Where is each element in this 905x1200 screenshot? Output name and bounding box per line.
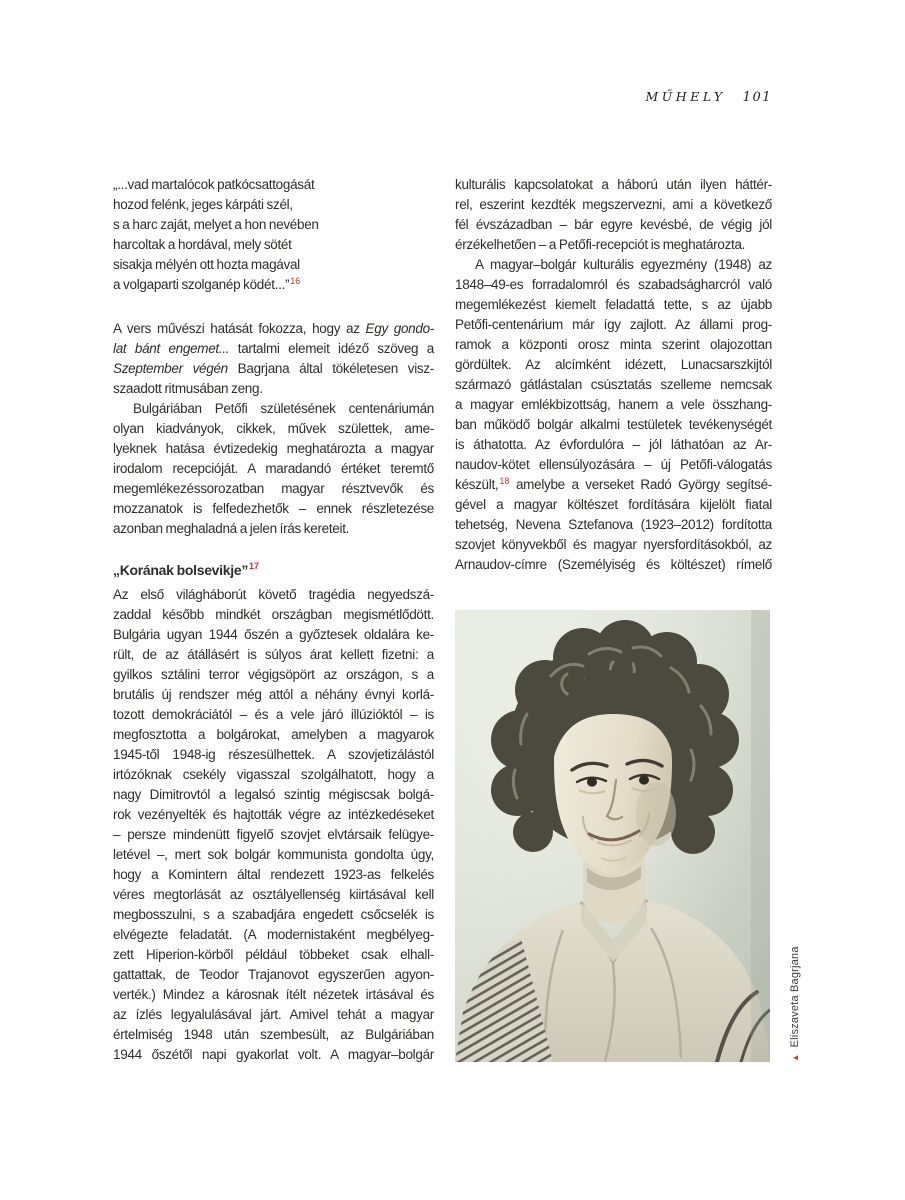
text-line: tozott demokráciától – és a vele járó illúzióktól – is	[113, 707, 434, 722]
portrait-photo	[455, 610, 801, 1062]
text-line: is áthatotta. Az évfordulóra – jól láthatóan az Ar-	[455, 437, 772, 452]
text-line: sisakja mélyén ott hozta magával	[113, 257, 300, 272]
text-line: naudov-kötet ellensúlyozására – új Petőfi-válogatás	[455, 457, 772, 472]
text-line: Szeptember végén Bagrjana által tökéletesen visz-	[113, 361, 434, 376]
caption-triangle-icon: ▲	[790, 1053, 800, 1062]
text-line: – persze mindenütt figyelő szovjet elvtársaik felügye-	[113, 827, 434, 842]
text-line: nagy Dimitrovtól a legalsó szintig mégiscsak bolgá-	[113, 787, 434, 802]
text-line: megbosszulni, s a szabadjára engedett csőcselék is	[113, 907, 434, 922]
text-line: letével –, mert sok bolgár kommunista gondolta úgy,	[113, 847, 434, 862]
text-line: készült,$^{18}$ amelybe a verseket Radó György segítsé-	[455, 475, 772, 492]
text-line: lat bánt engemet... tartalmi elemeit idéző szöveg a	[113, 341, 434, 356]
text-line: gével a magyar költészet fordítására kijelölt fiatal	[455, 497, 772, 512]
text-line: „...vad martalócok patkócsattogását	[113, 177, 315, 192]
text-line: irodalom recepcióját. A maradandó értéket teremtő	[113, 461, 434, 476]
journal-section-title: MŰHELY	[645, 89, 726, 104]
text-line: mozzanatok is felfedezhetők – ennek részletezése	[113, 501, 434, 516]
section-heading: „Korának bolsevikje”$^{17}$	[113, 561, 260, 578]
text-line: olyan kiadványok, cikkek, művek születtek, ame-	[113, 421, 434, 436]
text-line: értelmiség 1948 után szembesült, az Bulgáriában	[113, 1027, 434, 1042]
text-line: hogy a Komintern által rendezett 1923-as felkelés	[113, 867, 434, 882]
text-line: a magyar emlékbizottság, hanem a vele összhang-	[455, 397, 772, 412]
text-line: 1944 őszétől napi gyakorlat volt. A magyar–bolgár	[113, 1047, 434, 1062]
text-line: A magyar–bolgár kulturális egyezmény (1948) az	[475, 257, 772, 272]
text-line: elvégezte feladatát. (A modernistaként megbélyeg-	[113, 927, 434, 942]
text-line: verték.) Mindez a károsnak ítélt nézetek irtásával és	[113, 987, 434, 1002]
text-line: zett Hiperion-körből például többeket csak elhall-	[113, 947, 434, 962]
text-line: 1848–49-es forradalomról és szabadságharcról való	[455, 277, 772, 292]
paragraph-5	[455, 255, 772, 575]
text-line: megfosztotta a bolgárokat, amelyben a magyarok	[113, 727, 434, 742]
text-line: harcoltak a hordával, mely sötét	[113, 237, 292, 252]
text-line: zaddal később mindkét országban megismétlődött.	[113, 607, 434, 622]
text-line: tehetség, Nevena Sztefanova (1923–2012) fordította	[455, 517, 772, 532]
text-line: megemlékezést kiemelt feladattá tette, s az újabb	[455, 297, 772, 312]
poem-quote	[113, 175, 434, 295]
text-line: gyilkos sztálini terror végigsöpört az országon, s a	[113, 667, 434, 682]
paragraph-1	[113, 319, 434, 399]
text-line: a volgaparti szolganép ködét...”$^{16}$	[113, 275, 301, 292]
text-line: azonban meghaladná a jelen írás kereteit.	[113, 521, 350, 536]
text-line: rok vezényelték és hajtották végre az intézkedéseket	[113, 807, 434, 822]
text-line: hozod felénk, jeges kárpáti szél,	[113, 197, 293, 212]
text-line: fél évszázadban – bár egyre kevésbé, de végig jól	[455, 217, 772, 232]
text-line: lyeknek hatása évtizedekig meghatározta a magyar	[113, 441, 434, 456]
text-line: Arnaudov-címre (Személyiség és költészet) rímelő	[455, 557, 772, 572]
paragraph-3	[113, 585, 434, 1065]
text-line: Petőfi-centenárium már így zajlott. Az állami prog-	[455, 317, 772, 332]
text-line: véres megtorlását az osztályellenség kiirtásával kell	[113, 887, 434, 902]
text-line: A vers művészi hatását fokozza, hogy az Egy gondo-	[113, 321, 434, 336]
right-column	[455, 175, 801, 1062]
text-line: gattattak, de Teodor Trajanovot egyszerűen agyon-	[113, 967, 434, 982]
text-line: érzékelhetően – a Petőfi-recepciót is meghatározta.	[455, 237, 746, 252]
portrait-illustration	[455, 610, 770, 1062]
text-line: brutális új rendszer még attól a néhány évnyi korlá-	[113, 687, 434, 702]
text-line: Bulgária ugyan 1944 őszén a győztesek oldalára ke-	[113, 627, 434, 642]
text-line: rült, de az átállásért is súlyos árat kellett fizetni: a	[113, 647, 434, 662]
page-header	[0, 86, 772, 105]
text-line: 1945-től 1948-ig részesülhettek. A szovjetizálástól	[113, 747, 434, 762]
page-number: 101	[742, 90, 772, 105]
text-line: s a harc zaját, melyet a hon nevében	[113, 217, 319, 232]
text-line: származó gátlástalan csúsztatás szelleme nemcsak	[455, 377, 772, 392]
text-line: szaadott ritmusában zeng.	[113, 381, 263, 396]
photo-caption-text: Eliszaveta Bagrjana	[789, 946, 801, 1048]
text-line: gördültek. Az alcímként idézett, Lunacsarszkijtól	[455, 357, 772, 372]
text-line: megemlékezéssorozatban magyar résztvevők és	[113, 481, 434, 496]
left-column	[113, 175, 434, 1065]
text-line: kulturális kapcsolatokat a háború után ilyen háttér-	[455, 177, 772, 192]
text-line: ramok a központi orosz minta szerint olajozottan	[455, 337, 772, 352]
text-line: rel, eszerint kezdték megszervezni, ami a következő	[455, 197, 772, 212]
text-line: irtózóknak csekély vigasszal szolgálhatott, hogy a	[113, 767, 434, 782]
text-line: ban működő bolgár alkalmi testületek tevékenységét	[455, 417, 772, 432]
text-line: Az első világháborút követő tragédia negyedszá-	[113, 587, 434, 602]
paragraph-2	[113, 399, 434, 539]
text-line: szovjet könyvekből és magyar nyersfordításokból, az	[455, 537, 772, 552]
text-line: Bulgáriában Petőfi születésének centenáriumán	[133, 401, 434, 416]
text-line: az ízlés legyalulásával járt. Amivel tehát a magyar	[113, 1007, 434, 1022]
paragraph-4	[455, 175, 772, 255]
photo-caption	[789, 946, 802, 1062]
